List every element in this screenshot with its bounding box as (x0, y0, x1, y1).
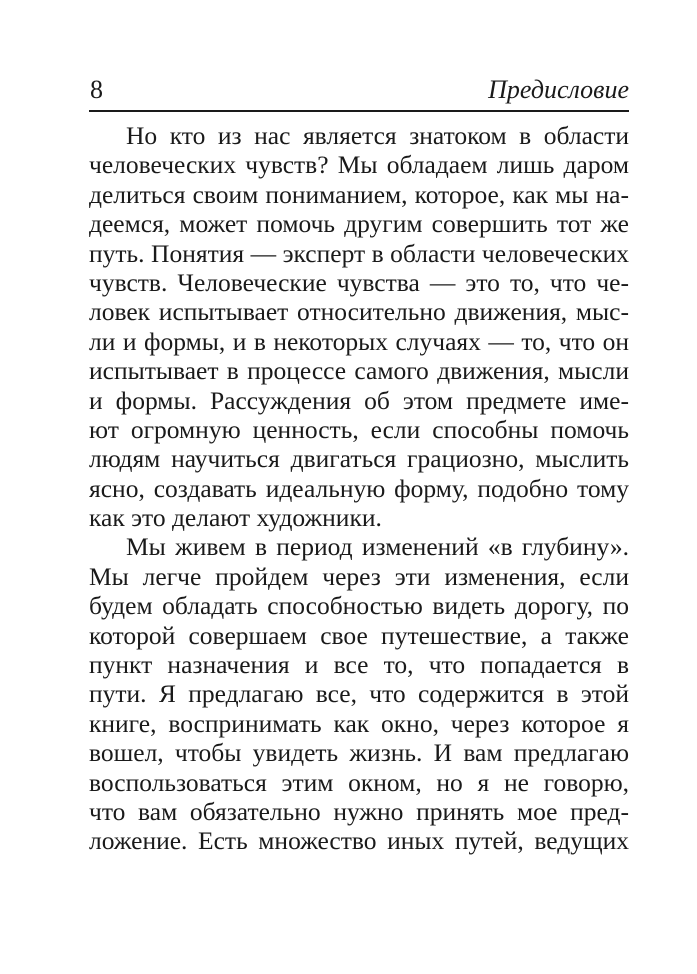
text-line: которой совершаем свое путешествие, а также (89, 620, 629, 650)
text-line: путь. Понятия — эксперт в области человеческих (89, 238, 629, 268)
text-line: испытывает в процессе самого движения, мысли (89, 356, 629, 386)
text-line: чувств. Человеческие чувства — это то, что че- (89, 267, 629, 297)
text-line: как это делают художники. (89, 503, 382, 533)
page-number: 8 (90, 75, 103, 104)
text-line: воспользоваться этим окном, но я не говорю, (89, 767, 629, 797)
paragraph-2 (89, 532, 629, 855)
header-rule (89, 110, 629, 112)
text-line: деемся, может помочь другим совершить тот же (89, 209, 629, 239)
body-text (89, 121, 629, 856)
running-header (89, 74, 629, 106)
text-line: человеческих чувств? Мы обладаем лишь даром (89, 150, 629, 180)
text-line: пункт назначения и все то, что попадается в (89, 650, 629, 680)
text-line: ют огромную ценность, если способны помочь (89, 414, 629, 444)
text-line: людям научиться двигаться грациозно, мыслить (89, 444, 629, 474)
text-line: ложение. Есть множество иных путей, ведущих (89, 826, 629, 856)
text-line: и формы. Рассуждения об этом предмете име- (89, 385, 629, 415)
text-line: Но кто из нас является знатоком в области (126, 121, 629, 150)
text-line: вошел, чтобы увидеть жизнь. И вам предлагаю (89, 738, 629, 768)
text-line: будем обладать способностью видеть дорогу, по (89, 591, 629, 621)
text-line: Мы живем в период изменений «в глубину». (126, 532, 629, 562)
text-line: делиться своим пониманием, которое, как мы на- (89, 179, 629, 209)
text-line: ловек испытывает относительно движения, мыс- (89, 297, 629, 327)
text-line: пути. Я предлагаю все, что содержится в этой (89, 679, 629, 709)
text-line: ли и формы, и в некоторых случаях — то, что он (89, 326, 629, 356)
text-line: Мы легче пройдем через эти изменения, если (89, 561, 629, 591)
text-line: что вам обязательно нужно принять мое пред- (89, 796, 629, 826)
paragraph-1 (89, 121, 629, 532)
text-line: книге, воспринимать как окно, через которое я (89, 708, 629, 738)
running-title: Предисловие (488, 75, 629, 104)
text-line: ясно, создавать идеальную форму, подобно тому (89, 473, 629, 503)
